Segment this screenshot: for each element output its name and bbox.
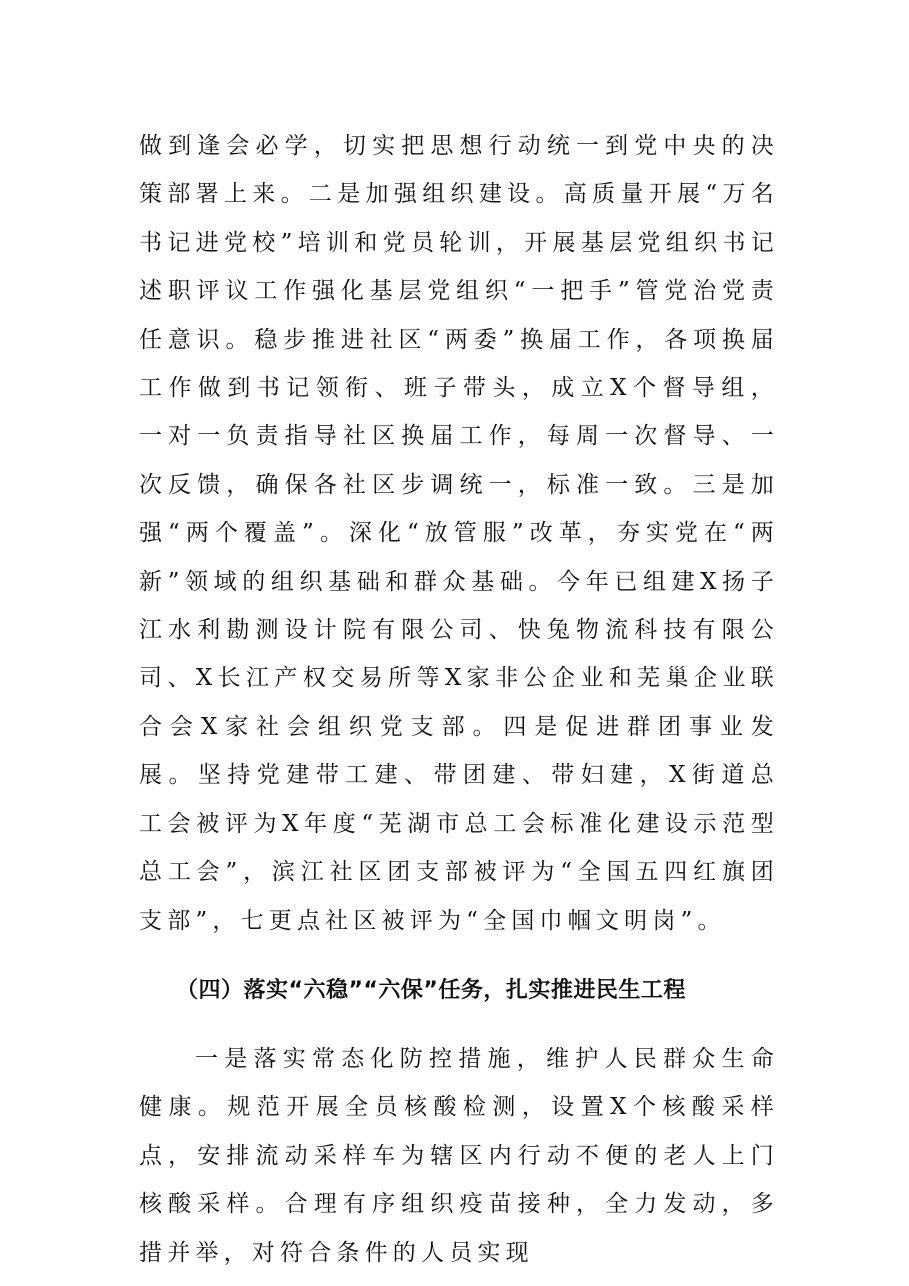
section-heading: （四）落实“六稳”“六保”任务，扎实推进民生工程 bbox=[176, 977, 686, 1003]
body-paragraph-continued: 做到逢会必学，切实把思想行动统一到党中央的决策部署上来。二是加强组织建设。高质量开展“万名书记进党校”培训和党员轮训，开展基层党组织书记述职评议工作强化基层党组织“一把手”管党治党责任意识。稳步推进社区“两委”换届工作，各项换届工作做到书记领衔、班子带头，成立X个督导组，一对一负责指导社区换届工作，每周一次督导、一次反馈，确保各社区步调统一，标准一致。三是加强“两个覆盖”。深化“放管服”改革，夯实党在“两新”领域的组织基础和群众基础。今年已组建X扬子江水利勘测设计院有限公司、快兔物流科技有限公司、X长江产权交易所等X家非公企业和芜巢企业联合会X家社会组织党支部。四是促进群团事业发展。坚持党建带工建、带团建、带妇建，X街道总工会被评为X年度“芜湖市总工会标准化建设示范型总工会”，滨江社区团支部被评为“全国五四红旗团支部”，七更点社区被评为“全国巾帼文明岗”。 bbox=[139, 133, 779, 934]
document-body bbox=[139, 122, 779, 1277]
body-paragraph: 一是落实常态化防控措施，维护人民群众生命健康。规范开展全员核酸检测，设置X个核酸采样点，安排流动采样车为辖区内行动不便的老人上门核酸采样。合理有序组织疫苗接种，全力发动，多措并举，对符合条件的人员实现 bbox=[139, 1045, 779, 1266]
